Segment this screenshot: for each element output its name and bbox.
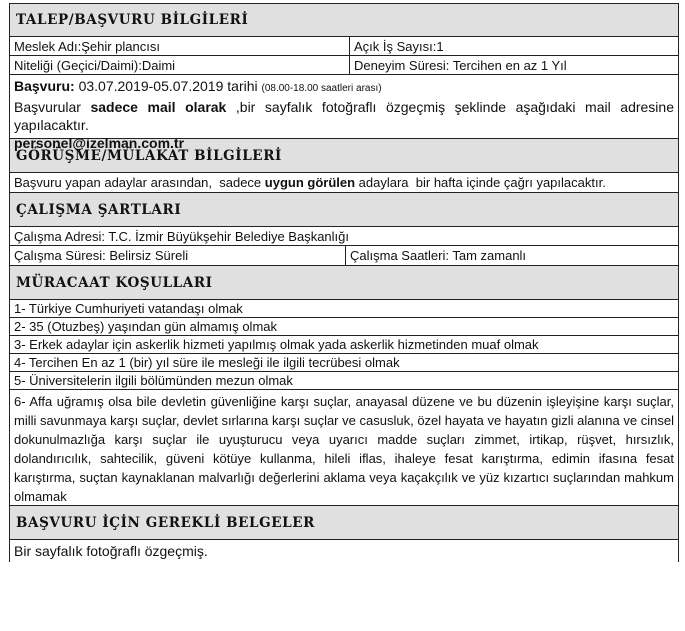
calisma-row-2 xyxy=(10,246,678,266)
kosul-item: 3- Erkek adaylar için askerlik hizmeti yapılmış olmak yada askerlik hizmetinden muaf olmak xyxy=(10,336,678,354)
basvuru-instructions xyxy=(14,98,674,134)
basvuru-tarih: 03.07.2019-05.07.2019 tarihi xyxy=(74,78,262,94)
kosul-item: 2- 35 (Otuzbeş) yaşından gün almamış olmak xyxy=(10,318,678,336)
basvuru-text-1: Başvurular xyxy=(14,99,91,115)
section-header-calisma: ÇALIŞMA ŞARTLARI xyxy=(10,193,678,227)
belge-row: Bir sayfalık fotoğraflı özgeçmiş. xyxy=(14,543,208,559)
basvuru-label: Başvuru: xyxy=(14,78,75,94)
niteligi-cell: Niteliği (Geçici/Daimi):Daimi xyxy=(10,56,350,74)
section-header-gorusme: GÖRÜŞME/MÜLAKAT BİLGİLERİ xyxy=(10,139,678,173)
deneyim-cell: Deneyim Süresi: Tercihen en az 1 Yıl xyxy=(354,57,567,73)
basvuru-block xyxy=(10,75,678,151)
acik-is-cell: Açık İş Sayısı:1 xyxy=(354,38,444,54)
section-header-belgeler: BAŞVURU İÇİN GEREKLİ BELGELER xyxy=(10,506,678,540)
gorusme-text-2: adaylara bir hafta içinde çağrı yapılacaktır. xyxy=(355,175,606,190)
gorusme-bold: uygun görülen xyxy=(264,175,356,190)
calisma-saatler: Çalışma Saatleri: Tam zamanlı xyxy=(350,248,527,263)
basvuru-bold: sadece mail olarak xyxy=(90,99,227,115)
basvuru-line xyxy=(14,77,674,98)
gorusme-text-1: Başvuru yapan adaylar arasından, sadece xyxy=(14,175,265,190)
talep-row-1 xyxy=(10,37,678,56)
section-header-muracaat: MÜRACAAT KOŞULLARI xyxy=(10,266,678,300)
calisma-sure: Çalışma Süresi: Belirsiz Süreli xyxy=(10,246,346,265)
basvuru-saat: (08.00-18.00 saatleri arası) xyxy=(261,83,382,94)
section-header-talep: TALEP/BAŞVURU BİLGİLERİ xyxy=(10,4,678,37)
kosul-item: 5- Üniversitelerin ilgili bölümünden mezun olmak xyxy=(10,372,678,390)
talep-row-2 xyxy=(10,56,678,75)
kosul-item: 1- Türkiye Cumhuriyeti vatandaşı olmak xyxy=(10,300,678,318)
kosul-item-6: 6- Affa uğramış olsa bile devletin güvenliğine karşı suçlar, anayasal düzene ve bu düzenin işleyişine karşı suçlar, milli savunmaya karşı suçlar, devlet sırlarına karşı suçlar ve casusluk, özel hayata ve hayatın gizli alanına ve cinsel dokunulmazlığa karşı suçlar ile uyuşturucu veya uyarıcı madde suçları zimmet, irtikap, rüşvet, hırsızlık, dolandırıcılık, sahtecilik, güveni kötüye kullanma, hileli iflas, ihaleye fesat karıştırma, edimin ifasına fesat karıştırma, suçtan kaynaklanan malvarlığı değerlerini aklama veya kaçakçılık ve yüz kızartıcı suçlarından mahkum olmamak xyxy=(10,390,678,506)
gorusme-row xyxy=(10,173,678,193)
kosul-item: 4- Tercihen En az 1 (bir) yıl süre ile mesleği ile ilgili tecrübesi olmak xyxy=(10,354,678,372)
email-link[interactable]: personel@izelman.com.tr xyxy=(14,135,185,151)
meslek-cell: Meslek Adı:Şehir plancısı xyxy=(10,37,350,55)
job-posting-document xyxy=(9,3,679,562)
calisma-adres: Çalışma Adresi: T.C. İzmir Büyükşehir Belediye Başkanlığı xyxy=(10,227,678,246)
basvuru-text-2: ,bir sayfalık fotoğraflı özgeçmiş şeklinde aşağıdaki mail adresine yapılacaktır. xyxy=(14,99,674,133)
